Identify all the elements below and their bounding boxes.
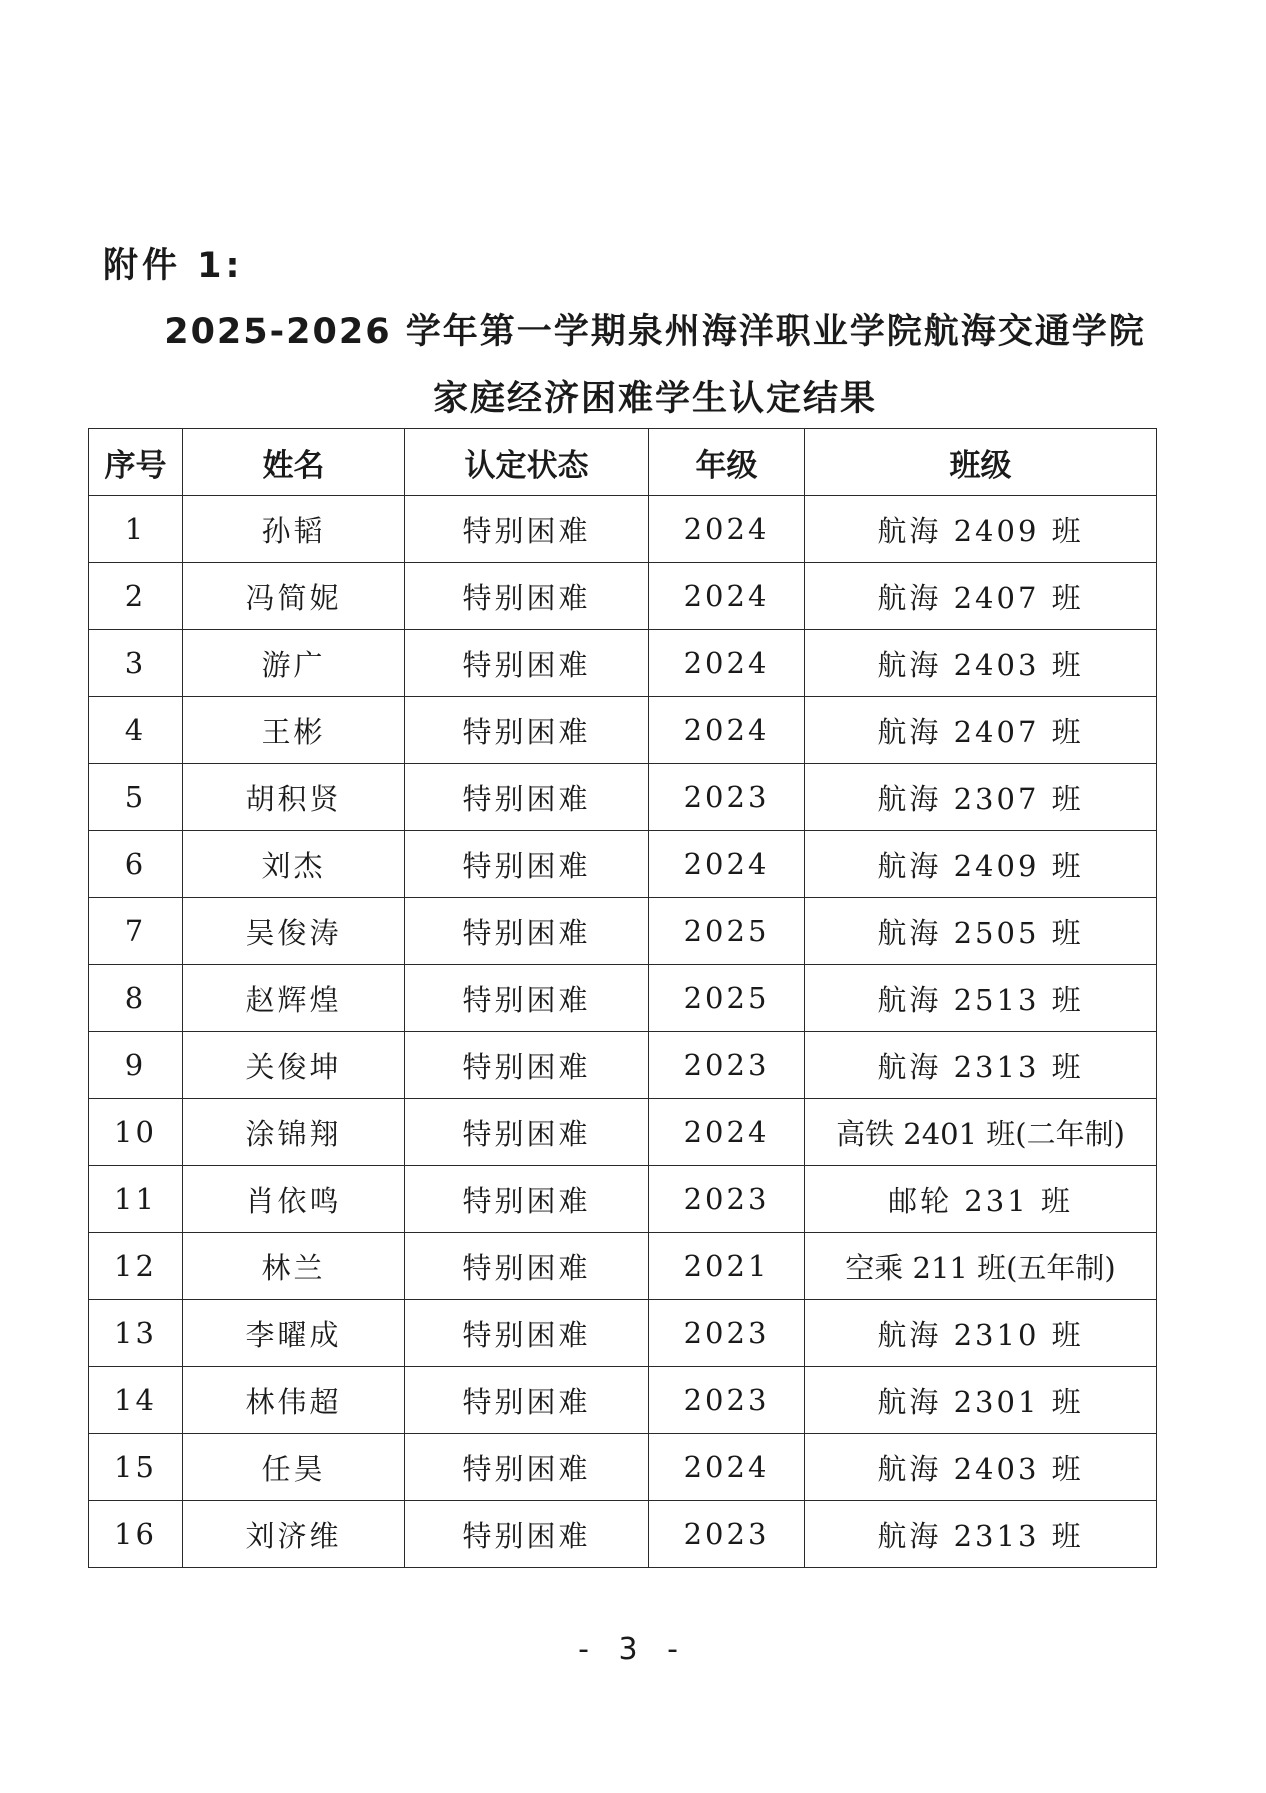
cell-class: 高铁 2401 班(二年制) [805, 1099, 1157, 1166]
cell-grade: 2024 [649, 1099, 805, 1166]
cell-name: 赵辉煌 [183, 965, 405, 1032]
table-header-row [89, 429, 1157, 496]
cell-class: 航海 2513 班 [805, 965, 1157, 1032]
cell-class: 邮轮 231 班 [805, 1166, 1157, 1233]
cell-name: 任昊 [183, 1434, 405, 1501]
cell-name: 冯简妮 [183, 563, 405, 630]
table-row [89, 1434, 1157, 1501]
cell-status: 特别困难 [405, 496, 649, 563]
cell-index: 7 [89, 898, 183, 965]
cell-class: 空乘 211 班(五年制) [805, 1233, 1157, 1300]
cell-grade: 2023 [649, 1300, 805, 1367]
cell-name: 游广 [183, 630, 405, 697]
cell-name: 刘济维 [183, 1501, 405, 1568]
cell-grade: 2024 [649, 1434, 805, 1501]
cell-status: 特别困难 [405, 831, 649, 898]
cell-class: 航海 2310 班 [805, 1300, 1157, 1367]
table-body [89, 496, 1157, 1568]
cell-status: 特别困难 [405, 1434, 649, 1501]
header-status: 认定状态 [405, 429, 649, 496]
attachment-label: 附件 1: [103, 246, 244, 286]
document-title-line-2: 家庭经济困难学生认定结果 [432, 379, 877, 419]
cell-grade: 2025 [649, 898, 805, 965]
cell-class: 航海 2301 班 [805, 1367, 1157, 1434]
cell-status: 特别困难 [405, 1367, 649, 1434]
table-row [89, 1367, 1157, 1434]
cell-name: 涂锦翔 [183, 1099, 405, 1166]
cell-status: 特别困难 [405, 1032, 649, 1099]
cell-index: 11 [89, 1166, 183, 1233]
cell-grade: 2024 [649, 630, 805, 697]
table-row [89, 1032, 1157, 1099]
cell-grade: 2021 [649, 1233, 805, 1300]
table-row [89, 1099, 1157, 1166]
cell-index: 14 [89, 1367, 183, 1434]
document-title-line-1: 2025-2026 学年第一学期泉州海洋职业学院航海交通学院 [164, 312, 1146, 352]
cell-grade: 2023 [649, 1501, 805, 1568]
table-row [89, 1501, 1157, 1568]
cell-name: 林伟超 [183, 1367, 405, 1434]
cell-index: 3 [89, 630, 183, 697]
cell-status: 特别困难 [405, 563, 649, 630]
table-row [89, 630, 1157, 697]
table-row [89, 1166, 1157, 1233]
cell-index: 16 [89, 1501, 183, 1568]
cell-index: 15 [89, 1434, 183, 1501]
cell-class: 航海 2403 班 [805, 630, 1157, 697]
table-row [89, 563, 1157, 630]
student-list-table [88, 428, 1157, 1568]
cell-class: 航海 2313 班 [805, 1032, 1157, 1099]
cell-grade: 2023 [649, 1032, 805, 1099]
cell-grade: 2025 [649, 965, 805, 1032]
cell-name: 刘杰 [183, 831, 405, 898]
cell-name: 李曜成 [183, 1300, 405, 1367]
cell-index: 6 [89, 831, 183, 898]
header-name: 姓名 [183, 429, 405, 496]
cell-status: 特别困难 [405, 764, 649, 831]
table-row [89, 1233, 1157, 1300]
cell-grade: 2024 [649, 563, 805, 630]
cell-status: 特别困难 [405, 1166, 649, 1233]
cell-grade: 2023 [649, 1166, 805, 1233]
cell-grade: 2024 [649, 697, 805, 764]
table-row [89, 965, 1157, 1032]
cell-class: 航海 2407 班 [805, 697, 1157, 764]
cell-class: 航海 2409 班 [805, 496, 1157, 563]
cell-index: 1 [89, 496, 183, 563]
cell-status: 特别困难 [405, 1233, 649, 1300]
page-number: - 3 - [578, 1632, 688, 1667]
cell-grade: 2024 [649, 496, 805, 563]
cell-class: 航海 2307 班 [805, 764, 1157, 831]
cell-status: 特别困难 [405, 1501, 649, 1568]
cell-class: 航海 2505 班 [805, 898, 1157, 965]
cell-grade: 2023 [649, 1367, 805, 1434]
cell-index: 4 [89, 697, 183, 764]
header-class: 班级 [805, 429, 1157, 496]
cell-class: 航海 2403 班 [805, 1434, 1157, 1501]
cell-name: 关俊坤 [183, 1032, 405, 1099]
cell-status: 特别困难 [405, 697, 649, 764]
cell-name: 胡积贤 [183, 764, 405, 831]
cell-index: 8 [89, 965, 183, 1032]
cell-name: 吴俊涛 [183, 898, 405, 965]
table-row [89, 1300, 1157, 1367]
cell-name: 林兰 [183, 1233, 405, 1300]
cell-status: 特别困难 [405, 630, 649, 697]
cell-status: 特别困难 [405, 898, 649, 965]
cell-index: 5 [89, 764, 183, 831]
cell-grade: 2023 [649, 764, 805, 831]
cell-grade: 2024 [649, 831, 805, 898]
table-row [89, 697, 1157, 764]
cell-status: 特别困难 [405, 1300, 649, 1367]
table-row [89, 764, 1157, 831]
cell-index: 10 [89, 1099, 183, 1166]
cell-index: 2 [89, 563, 183, 630]
header-grade: 年级 [649, 429, 805, 496]
cell-index: 9 [89, 1032, 183, 1099]
cell-index: 13 [89, 1300, 183, 1367]
cell-name: 王彬 [183, 697, 405, 764]
cell-class: 航海 2407 班 [805, 563, 1157, 630]
cell-class: 航海 2313 班 [805, 1501, 1157, 1568]
cell-class: 航海 2409 班 [805, 831, 1157, 898]
table-row [89, 831, 1157, 898]
cell-index: 12 [89, 1233, 183, 1300]
table-row [89, 898, 1157, 965]
table-row [89, 496, 1157, 563]
cell-status: 特别困难 [405, 1099, 649, 1166]
cell-name: 肖依鸣 [183, 1166, 405, 1233]
cell-name: 孙韬 [183, 496, 405, 563]
cell-status: 特别困难 [405, 965, 649, 1032]
header-index: 序号 [89, 429, 183, 496]
